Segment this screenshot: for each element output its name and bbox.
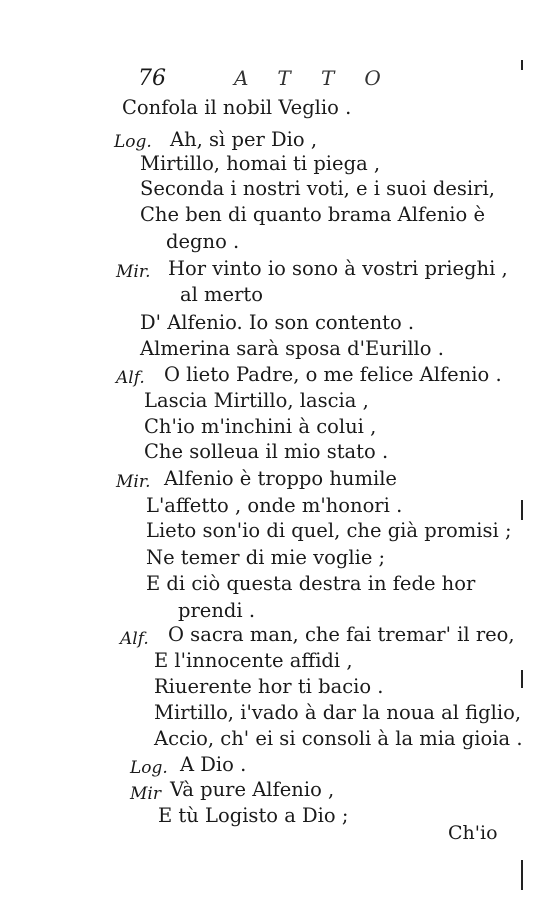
verse-line: E di ciò questa destra in fede hor xyxy=(146,572,476,595)
verse-line: Hor vinto io sono à vostri prieghi , xyxy=(168,257,508,280)
verse-line: Accio, ch' ei si consoli à la mia gioia . xyxy=(154,727,523,750)
gutter-mark xyxy=(521,500,523,520)
verse-line: degno . xyxy=(166,230,240,253)
verse-line: Mirtillo, i'vado à dar la noua al figlio, xyxy=(154,701,522,724)
verse-line: O lieto Padre, o me felice Alfenio . xyxy=(164,363,502,386)
gutter-mark xyxy=(521,860,523,890)
verse-line: E tù Logisto a Dio ; xyxy=(158,804,349,827)
verse-line: Che solleua il mio stato . xyxy=(144,440,389,463)
verse-line: Seconda i nostri voti, e i suoi desiri, xyxy=(140,177,495,200)
speaker-label: Mir. xyxy=(116,262,151,282)
verse-line: Alfenio è troppo humile xyxy=(164,467,397,490)
verse-line: Che ben di quanto brama Alfenio è xyxy=(140,203,486,226)
page-header xyxy=(138,66,411,91)
speaker-label: Alf. xyxy=(116,368,145,388)
verse-line: Riuerente hor ti bacio . xyxy=(154,675,384,698)
verse-line: E l'innocente affidi , xyxy=(154,649,353,672)
verse-line: Confola il nobil Veglio . xyxy=(122,96,352,119)
verse-line: Ne temer di mie voglie ; xyxy=(146,546,386,569)
gutter-mark xyxy=(521,670,523,688)
verse-line: A Dio . xyxy=(180,753,247,776)
speaker-label: Log. xyxy=(130,758,168,778)
speaker-label: Mir xyxy=(130,784,161,804)
speaker-label: Mir. xyxy=(116,472,151,492)
verse-line: Almerina sarà sposa d'Eurillo . xyxy=(140,337,444,360)
verse-line: Ch'io m'inchini à colui , xyxy=(144,415,377,438)
verse-line: D' Alfenio. Io son contento . xyxy=(140,311,415,334)
verse-line: Lieto son'io di quel, che già promisi ; xyxy=(146,519,512,542)
verse-line: Mirtillo, homai ti piega , xyxy=(140,152,381,175)
running-title: ATTO xyxy=(234,66,411,90)
page-number: 76 xyxy=(138,66,166,91)
verse-line: Ah, sì per Dio , xyxy=(170,128,318,151)
speaker-label: Log. xyxy=(114,132,152,152)
verse-line: L'affetto , onde m'honori . xyxy=(146,494,403,517)
verse-line: prendi . xyxy=(178,599,256,622)
gutter-mark xyxy=(521,60,523,70)
speaker-label: Alf. xyxy=(120,629,149,649)
verse-line: Lascia Mirtillo, lascia , xyxy=(144,389,369,412)
verse-line: al merto xyxy=(180,283,263,306)
verse-line: O sacra man, che fai tremar' il reo, xyxy=(168,623,515,646)
verse-line: Và pure Alfenio , xyxy=(170,778,335,801)
catchword: Ch'io xyxy=(448,822,498,844)
